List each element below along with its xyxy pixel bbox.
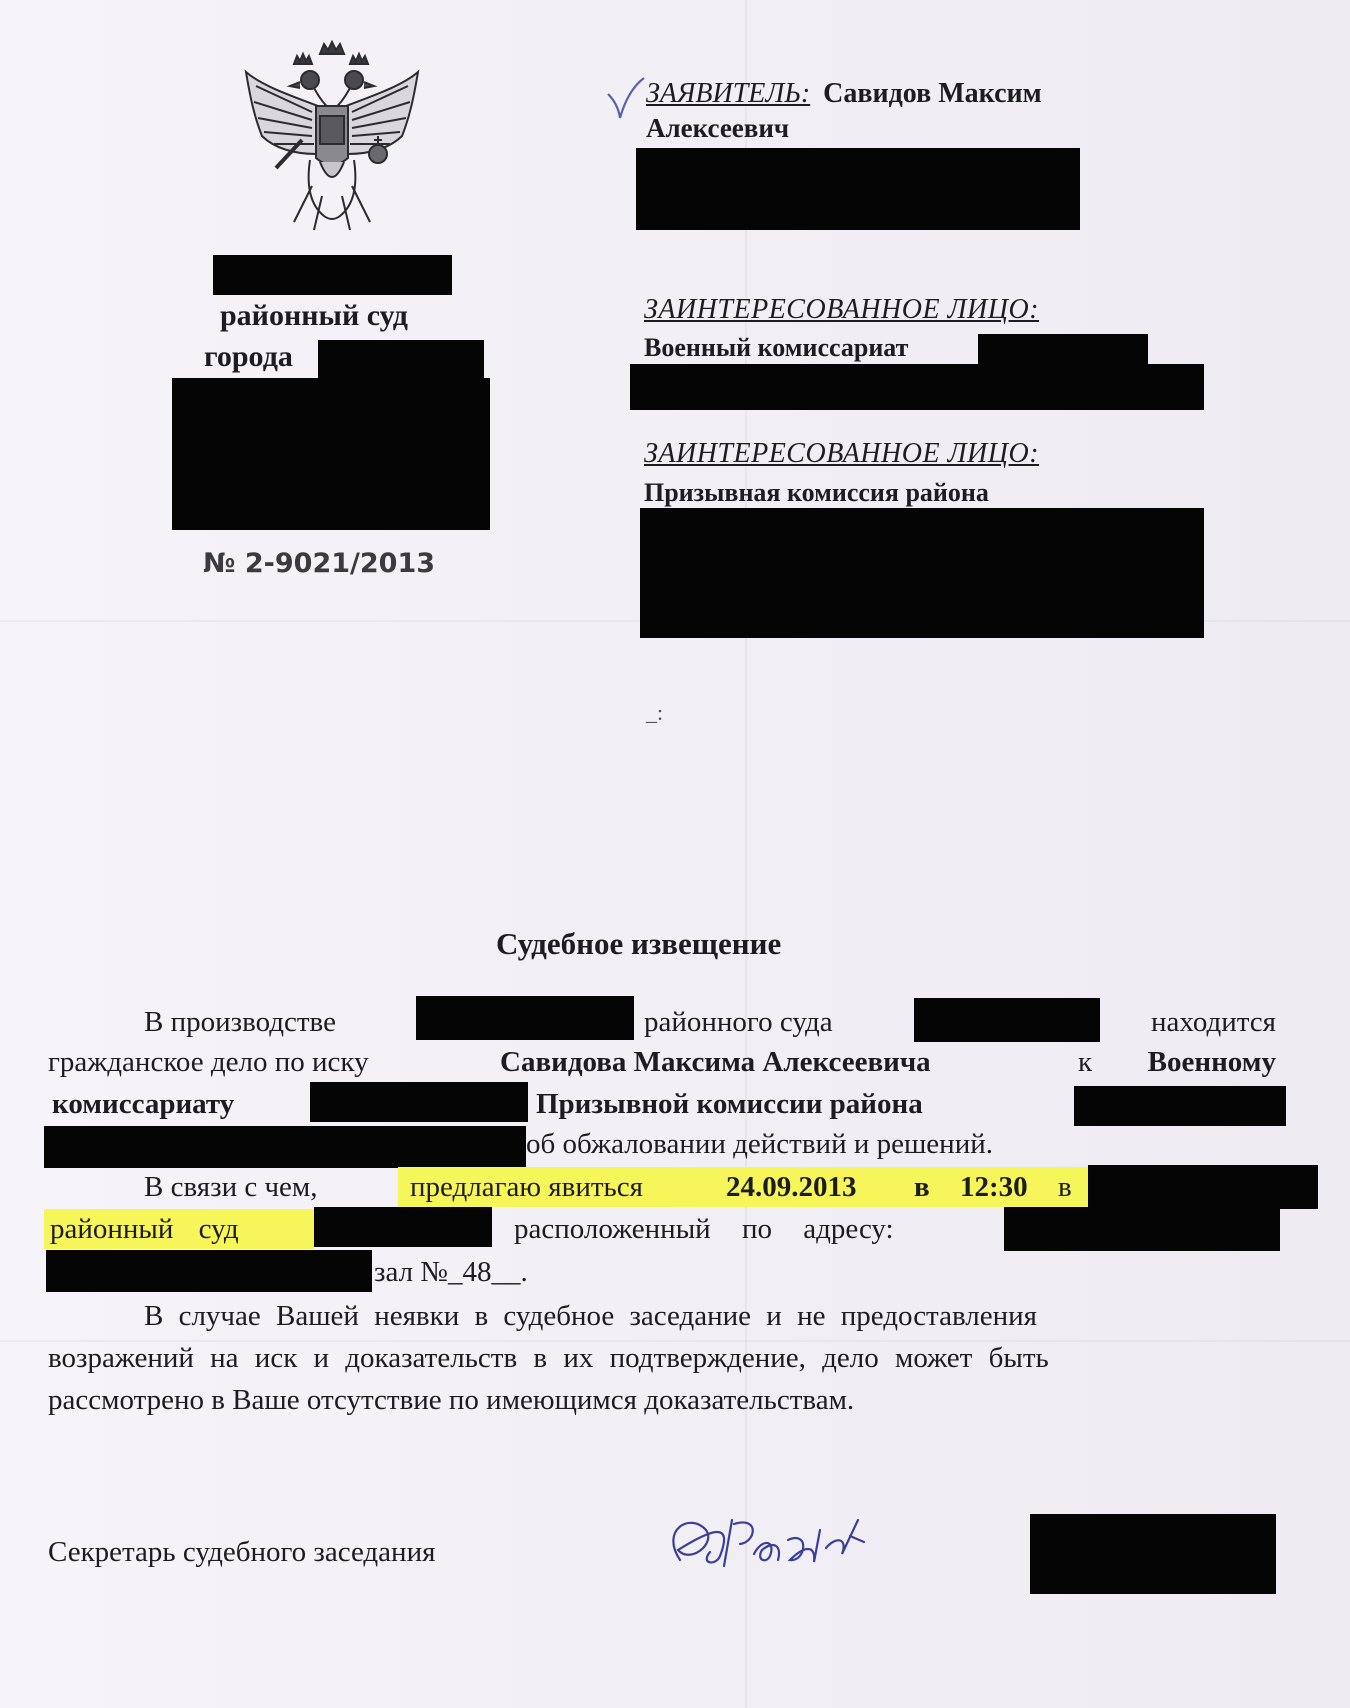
redaction-court-name — [213, 255, 452, 295]
p2-address-label: расположенный по адресу: — [514, 1213, 894, 1245]
court-line2: города — [204, 340, 293, 373]
redaction-court-p1 — [416, 996, 634, 1040]
redaction-commission-address — [640, 508, 1204, 638]
p2-offer-text: предлагаю явиться — [410, 1171, 643, 1203]
applicant-label: ЗАЯВИТЕЛЬ: — [646, 78, 811, 109]
interested-party2-value: Призывная комиссия района — [644, 478, 989, 507]
handwritten-signature — [650, 1490, 890, 1580]
redaction-commissariat-address — [630, 364, 1204, 410]
redaction-city-p1 — [914, 998, 1100, 1042]
redaction-district-p1 — [1074, 1086, 1286, 1126]
coat-of-arms-eagle-icon — [232, 36, 432, 236]
redaction-secretary-name — [1030, 1514, 1276, 1594]
p3-text-line1: В случае Вашей неявки в судебное заседание и не предоставления — [144, 1300, 1037, 1332]
stray-mark: _: — [646, 700, 664, 725]
p1-text-c: находится — [1151, 1006, 1276, 1038]
p3-text-line2: возражений на иск и доказательств в их подтверждение, дело может быть — [48, 1342, 1049, 1374]
p3-text-line3: рассмотрено в Ваше отсутствие по имеющимся доказательствам. — [48, 1384, 855, 1416]
applicant-row — [646, 78, 1042, 110]
redaction-city — [318, 340, 484, 378]
court-line1: районный суд — [220, 299, 408, 332]
p1-text-f: к — [1078, 1046, 1093, 1078]
redaction-commissariat-p1 — [310, 1082, 528, 1122]
paper-fold-vertical — [745, 0, 747, 1708]
redaction-address-p2 — [1004, 1207, 1280, 1251]
redaction-commissariat-name — [978, 334, 1148, 364]
courtroom-number: зал №_48__. — [374, 1256, 528, 1288]
interested-party2-label: ЗАИНТЕРЕСОВАННОЕ ЛИЦО: — [644, 438, 1040, 469]
applicant-name-line1: Савидов Максим — [823, 78, 1042, 109]
p1-text-b: районного суда — [644, 1006, 833, 1038]
redaction-court-p2 — [1088, 1165, 1318, 1209]
redaction-district-cont-p1 — [44, 1126, 526, 1168]
p1-text-j: об обжаловании действий и решений. — [526, 1128, 993, 1160]
redaction-court-address — [172, 378, 490, 530]
interested-party1-label: ЗАИНТЕРЕСОВАННОЕ ЛИЦО: — [644, 294, 1040, 325]
p2-in2: в — [1058, 1171, 1072, 1203]
redaction-address-cont-p2 — [46, 1250, 372, 1292]
p2-court-text: районный суд — [50, 1213, 239, 1245]
p1-text-h: комиссариату — [52, 1088, 235, 1120]
redaction-applicant-address — [636, 148, 1080, 230]
redaction-city-p2 — [314, 1207, 492, 1247]
p1-text-g: Военному — [1147, 1046, 1276, 1078]
p1-text-a: В производстве — [144, 1006, 336, 1038]
applicant-name-line2: Алексеевич — [646, 113, 790, 143]
p2-text-a: В связи с чем, — [144, 1171, 318, 1203]
notice-title: Судебное извещение — [496, 926, 782, 961]
checkmark-icon — [604, 76, 648, 122]
interested-party1-value: Военный комиссариат — [644, 333, 909, 362]
p2-in: в — [914, 1171, 930, 1203]
hearing-time: 12:30 — [960, 1171, 1028, 1203]
hearing-date: 24.09.2013 — [726, 1171, 857, 1203]
p1-text-i: Призывной комиссии района — [536, 1088, 923, 1120]
case-number: № 2-9021/2013 — [203, 548, 436, 579]
p1-text-d: гражданское дело по иску — [48, 1046, 369, 1078]
secretary-role: Секретарь судебного заседания — [48, 1536, 436, 1568]
p1-plaintiff-name: Савидова Максима Алексеевича — [500, 1046, 931, 1078]
